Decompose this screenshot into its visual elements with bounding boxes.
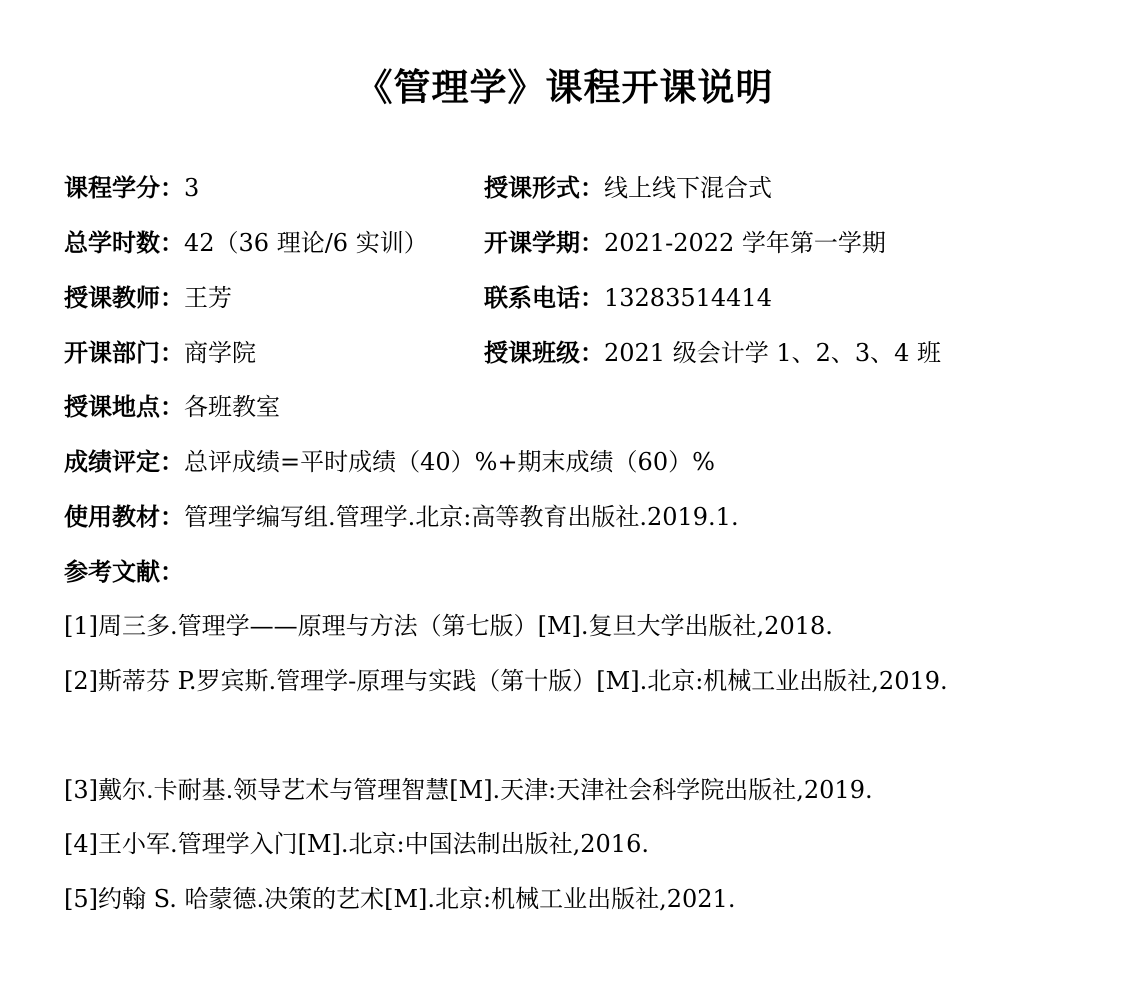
format-value: 线上线下混合式 [604,174,772,202]
phone-label: 联系电话： [484,284,604,312]
location-field [64,387,280,427]
location-value: 各班教室 [184,393,280,421]
document-title: 《管理学》课程开课说明 [355,66,774,109]
dept-field [64,333,256,373]
reference-item: [2]斯蒂芬 P.罗宾斯.管理学-原理与实践（第十版）[M].北京:机械工业出版社,2019. [64,667,948,695]
teacher-value: 王芳 [184,284,232,312]
credits-field [64,168,199,208]
textbook-value: 管理学编写组.管理学.北京:高等教育出版社.2019.1. [184,503,739,531]
references-label: 参考文献： [64,558,184,586]
textbook-field [64,497,739,537]
reference-item: [3]戴尔.卡耐基.领导艺术与管理智慧[M].天津:天津社会科学院出版社,2019. [64,776,873,804]
hours-value: 42（36 理论/6 实训） [184,229,428,257]
teacher-field [64,278,232,318]
hours-field [64,223,428,263]
classes-value: 2021 级会计学 1、2、3、4 班 [604,339,942,367]
grading-label: 成绩评定： [64,448,184,476]
location-label: 授课地点： [64,393,184,421]
credits-value: 3 [184,174,200,202]
dept-label: 开课部门： [64,339,184,367]
credits-label: 课程学分： [64,174,184,202]
reference-item: [5]约翰 S. 哈蒙德.决策的艺术[M].北京:机械工业出版社,2021. [64,885,736,913]
references-heading [64,552,184,592]
textbook-label: 使用教材： [64,503,184,531]
dept-value: 商学院 [184,339,256,367]
term-value: 2021-2022 学年第一学期 [604,229,886,257]
reference-item: [1]周三多.管理学——原理与方法（第七版）[M].复旦大学出版社,2018. [64,612,833,640]
hours-label: 总学时数： [64,229,184,257]
teacher-label: 授课教师： [64,284,184,312]
reference-item: [4]王小军.管理学入门[M].北京:中国法制出版社,2016. [64,830,649,858]
classes-label: 授课班级： [484,339,604,367]
term-field [484,223,886,263]
phone-value: 13283514414 [604,284,772,312]
format-label: 授课形式： [484,174,604,202]
grading-field [64,442,715,482]
classes-field [484,333,941,373]
phone-field [484,278,772,318]
term-label: 开课学期： [484,229,604,257]
grading-value: 总评成绩=平时成绩（40）%+期末成绩（60）% [184,448,715,476]
format-field [484,168,772,208]
